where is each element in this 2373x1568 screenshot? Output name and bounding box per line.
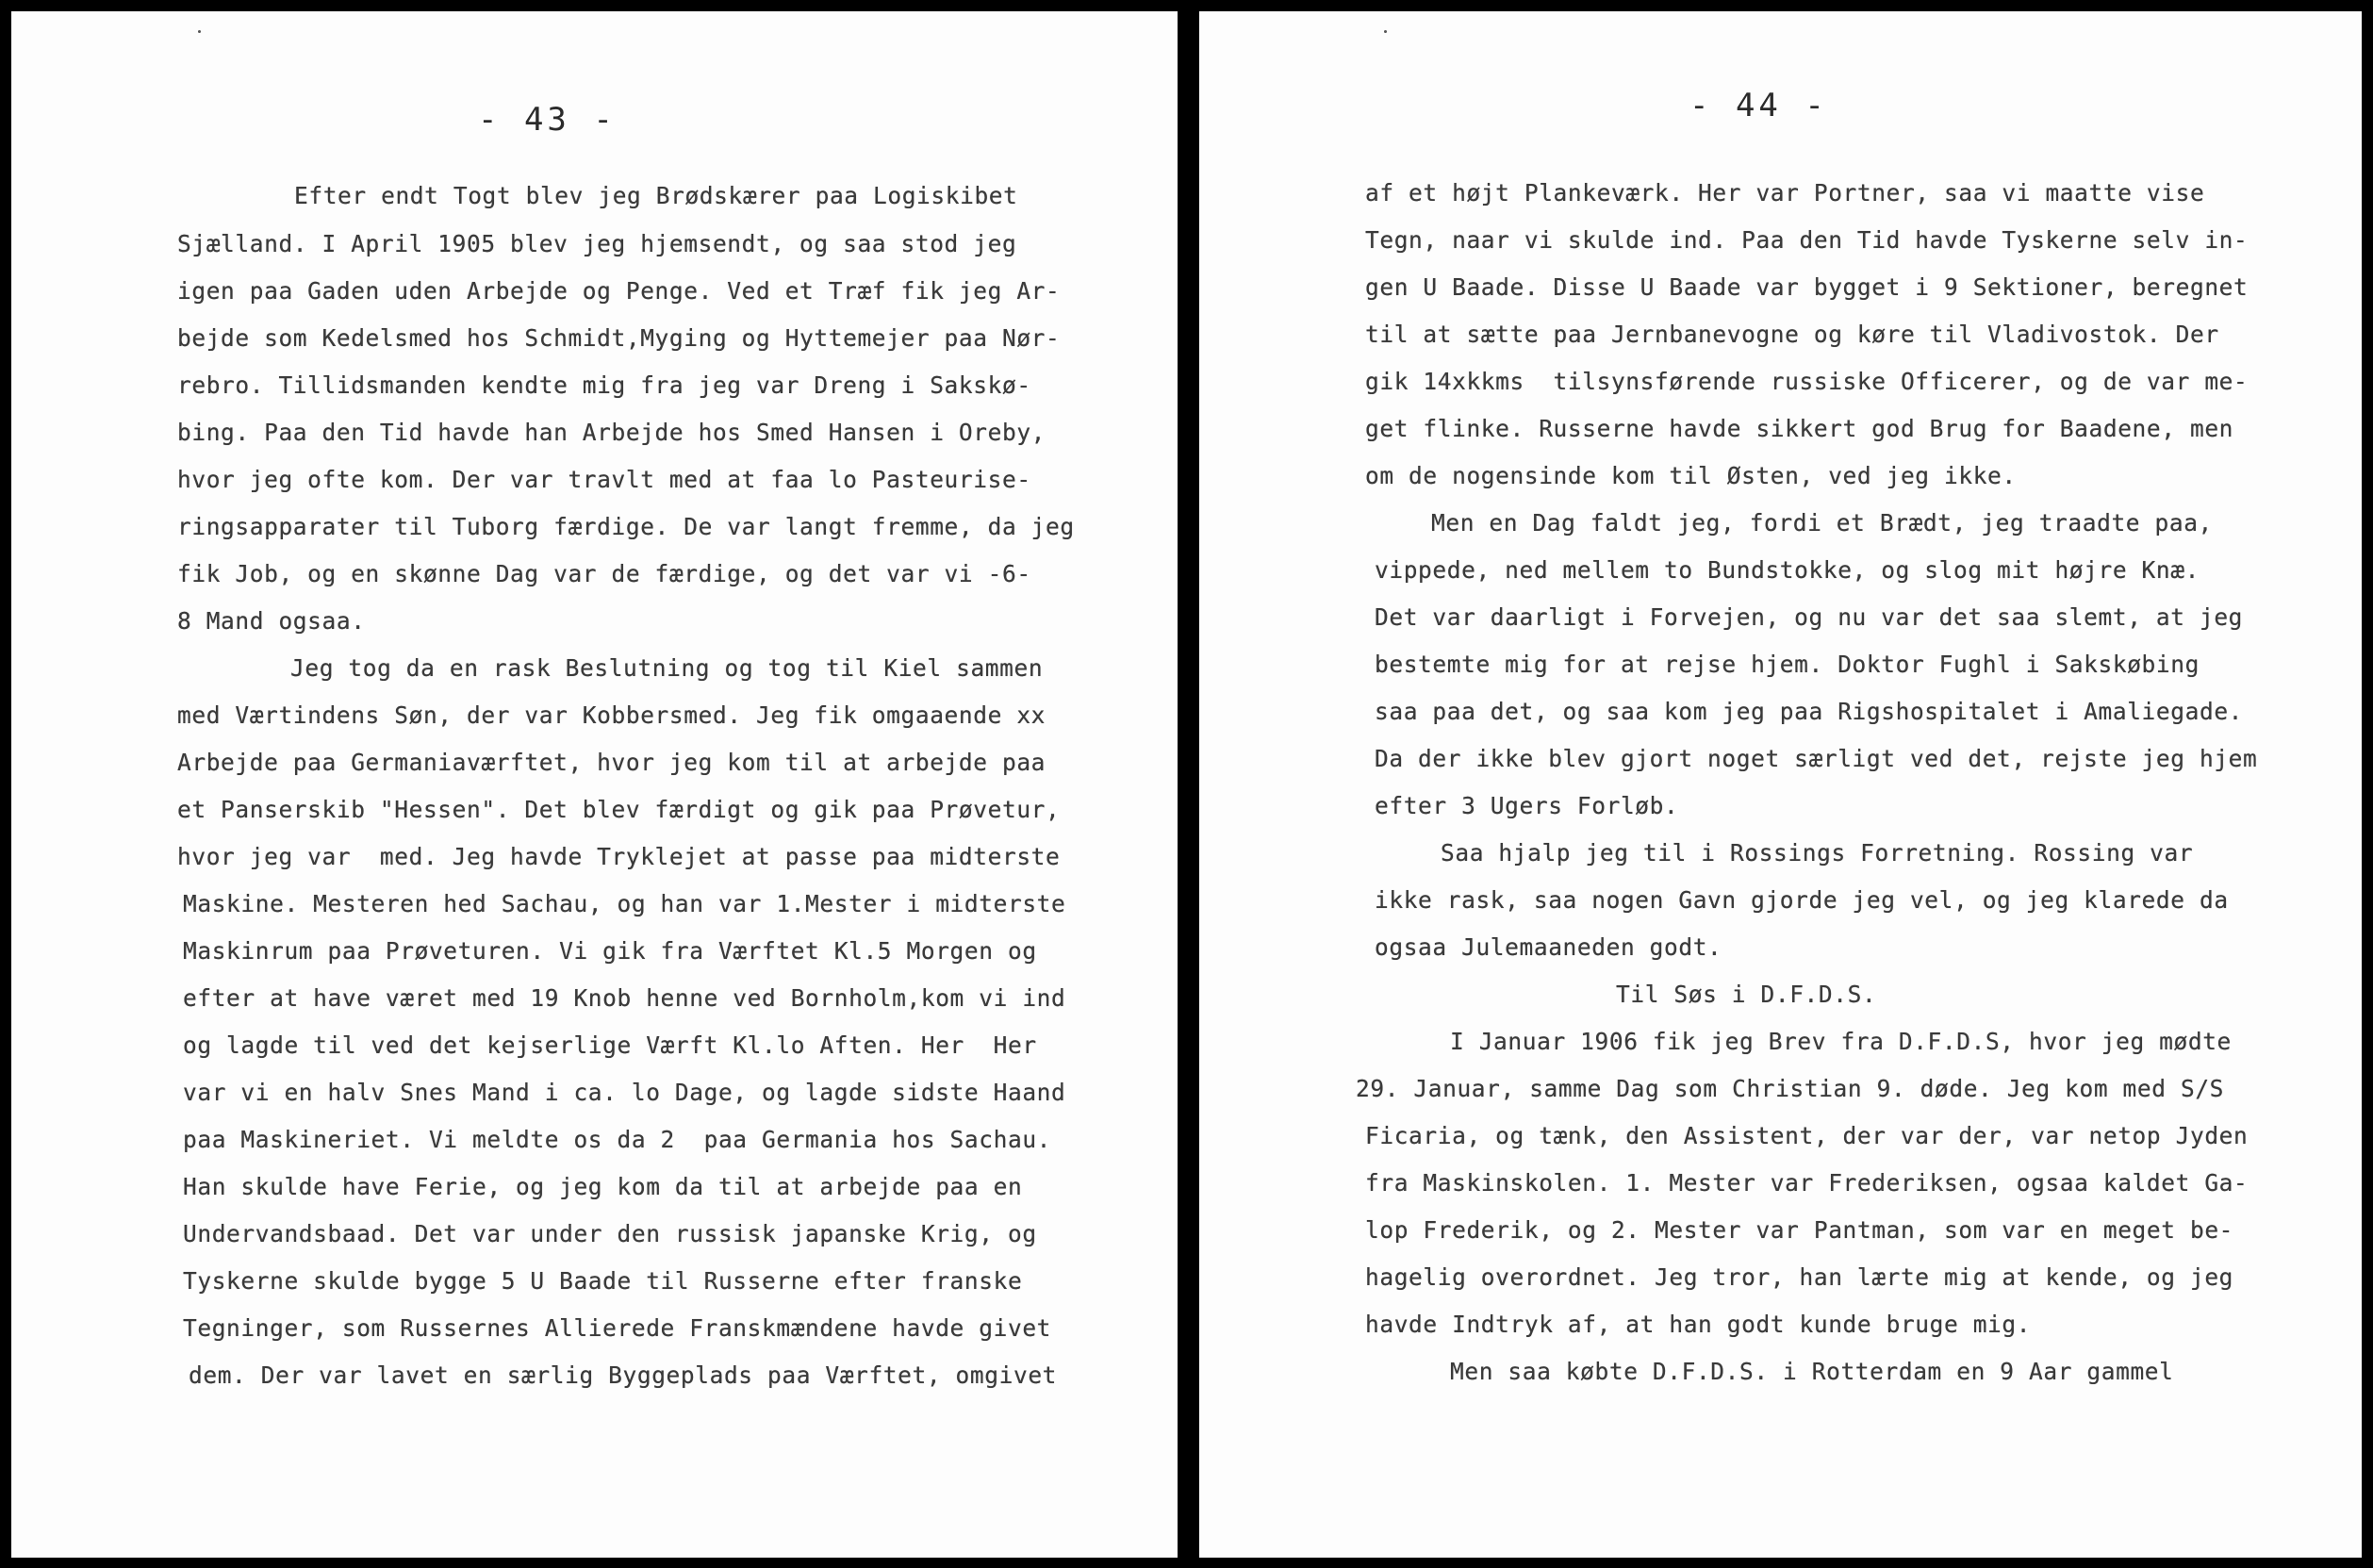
text-line: Ficaria, og tænk, den Assistent, der var der, var netop Jyden [1365,1122,2249,1149]
text-line: ringsapparater til Tuborg færdige. De var langt fremme, da jeg [177,513,1075,540]
text-line: af et højt Plankeværk. Her var Portner, saa vi maatte vise [1365,179,2205,206]
text-line: havde Indtryk af, at han godt kunde bruge mig. [1365,1311,2032,1338]
text-line: paa Maskineriet. Vi meldte os da 2 paa Germania hos Sachau. [183,1126,1052,1153]
text-line: fra Maskinskolen. 1. Mester var Frederiksen, ogsaa kaldet Ga- [1365,1169,2249,1197]
text-line: lop Frederik, og 2. Mester var Pantman, som var en meget be- [1365,1216,2234,1244]
text-line: 8 Mand ogsaa. [177,607,366,635]
text-line: fik Job, og en skønne Dag var de færdige, og det var vi -6- [177,560,1031,587]
text-line: Efter endt Togt blev jeg Brødskærer paa Logiskibet [294,182,1018,209]
text-line: hagelig overordnet. Jeg tror, han lærte mig at kende, og jeg [1365,1263,2234,1291]
right-page [1199,11,2362,1558]
text-line: Saa hjalp jeg til i Rossings Forretning. Rossing var [1441,839,2194,867]
text-line: Til Søs i D.F.D.S. [1616,981,1877,1008]
text-line: om de nogensinde kom til Østen, ved jeg ikke. [1365,462,2017,489]
text-line: bing. Paa den Tid havde han Arbejde hos Smed Hansen i Oreby, [177,419,1046,446]
text-line: med Værtindens Søn, der var Kobbersmed. Jeg fik omgaaende xx [177,701,1046,729]
right-page-text [1199,11,2362,1558]
text-line: rebro. Tillidsmanden kendte mig fra jeg var Dreng i Sakskø- [177,371,1031,399]
text-line: Maskinrum paa Prøveturen. Vi gik fra Værftet Kl.5 Morgen og [183,937,1037,965]
text-line: Men en Dag faldt jeg, fordi et Brædt, jeg traadte paa, [1431,509,2213,536]
text-line: ogsaa Julemaaneden godt. [1375,933,1722,961]
text-line: get flinke. Russerne havde sikkert god Brug for Baadene, men [1365,415,2234,442]
text-line: bejde som Kedelsmed hos Schmidt,Myging og Hyttemejer paa Nør- [177,324,1061,352]
text-line: Han skulde have Ferie, og jeg kom da til at arbejde paa en [183,1173,1023,1200]
text-line: Maskine. Mesteren hed Sachau, og han var 1.Mester i midterste [183,890,1066,917]
page-number: - 43 - [478,101,617,139]
text-line: bestemte mig for at rejse hjem. Doktor Fughl i Sakskøbing [1375,651,2200,678]
text-line: et Panserskib "Hessen". Det blev færdigt og gik paa Prøvetur, [177,796,1061,823]
text-line: Tyskerne skulde bygge 5 U Baade til Russerne efter franske [183,1267,1023,1295]
text-line: efter at have været med 19 Knob henne ved Bornholm,kom vi ind [183,984,1066,1012]
text-line: og lagde til ved det kejserlige Værft Kl.lo Aften. Her Her [183,1032,1037,1059]
left-page-text [11,11,1178,1558]
text-line: dem. Der var lavet en særlig Byggeplads paa Værftet, omgivet [189,1362,1058,1389]
text-line: Arbejde paa Germaniaværftet, hvor jeg kom til at arbejde paa [177,749,1046,776]
text-line: gik 14xkkms tilsynsførende russiske Officerer, og de var me- [1365,368,2249,395]
text-line: Det var daarligt i Forvejen, og nu var det saa slemt, at jeg [1375,603,2244,631]
text-line: saa paa det, og saa kom jeg paa Rigshospitalet i Amaliegade. [1375,698,2244,725]
text-line: 29. Januar, samme Dag som Christian 9. døde. Jeg kom med S/S [1356,1075,2225,1102]
text-line: hvor jeg var med. Jeg havde Tryklejet at passe paa midterste [177,843,1061,870]
text-line: Da der ikke blev gjort noget særligt ved det, rejste jeg hjem [1375,745,2258,772]
text-line: Undervandsbaad. Det var under den russisk japanske Krig, og [183,1220,1037,1247]
text-line: igen paa Gaden uden Arbejde og Penge. Ved et Træf fik jeg Ar- [177,277,1061,305]
text-line: Jeg tog da en rask Beslutning og tog til Kiel sammen [290,654,1044,682]
text-line: hvor jeg ofte kom. Der var travlt med at faa lo Pasteurise- [177,466,1031,493]
text-line: vippede, ned mellem to Bundstokke, og slog mit højre Knæ. [1375,556,2200,584]
text-line: Tegninger, som Russernes Allierede Franskmændene havde givet [183,1314,1052,1342]
text-line: Tegn, naar vi skulde ind. Paa den Tid havde Tyskerne selv in- [1365,226,2249,254]
text-line: I Januar 1906 fik jeg Brev fra D.F.D.S, hvor jeg mødte [1450,1028,2232,1055]
text-line: til at sætte paa Jernbanevogne og køre til Vladivostok. Der [1365,321,2219,348]
text-line: gen U Baade. Disse U Baade var bygget i 9 Sektioner, beregnet [1365,273,2249,301]
left-page [11,11,1178,1558]
page-number: - 44 - [1689,87,1828,124]
text-line: Men saa købte D.F.D.S. i Rotterdam en 9 Aar gammel [1450,1358,2174,1385]
text-line: Sjælland. I April 1905 blev jeg hjemsendt, og saa stod jeg [177,230,1017,257]
text-line: ikke rask, saa nogen Gavn gjorde jeg vel, og jeg klarede da [1375,886,2229,914]
text-line: efter 3 Ugers Forløb. [1375,792,1679,819]
text-line: var vi en halv Snes Mand i ca. lo Dage, og lagde sidste Haand [183,1079,1066,1106]
